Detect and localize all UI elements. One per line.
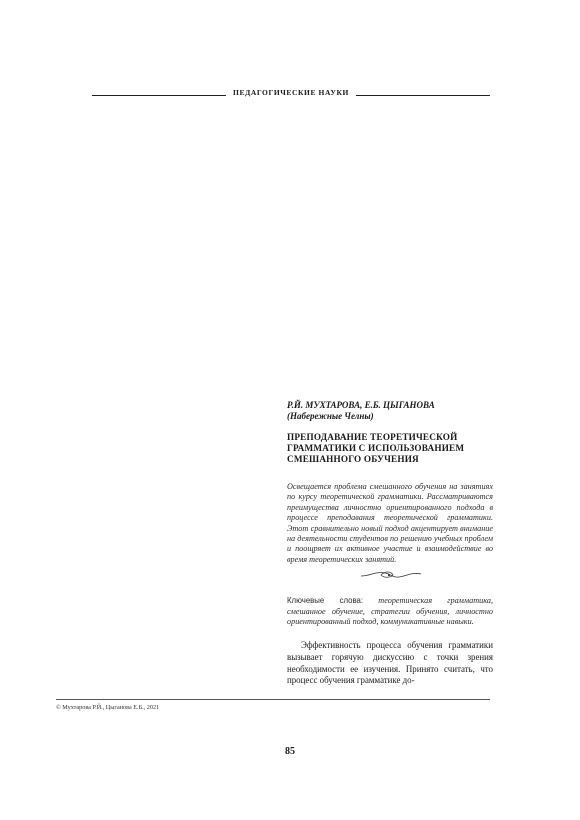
article-authors: Р.Й. МУХТАРОВА, Е.Б. ЦЫГАНОВА	[287, 400, 435, 410]
copyright-note: © Мухтарова Р.Й., Цыганова Е.Б., 2021	[56, 704, 160, 711]
section-title: ПЕДАГОГИЧЕСКИЕ НАУКИ	[233, 88, 349, 97]
header-rule-right	[356, 95, 490, 96]
keywords-text: теоретическая грамматика, смешанное обучение, стратегии обучения, личностно ориентированный подход, коммуникативные навыки.	[287, 596, 493, 627]
article-keywords	[287, 596, 493, 627]
article-body: Эффективность процесса обучения грамматики вызывает горячую дискуссию с точки зрения необходимости ее изучения. Принято считать, что процесс обучения грамматике до-	[287, 640, 493, 686]
article-block	[287, 400, 493, 687]
keywords-label: Ключевые слова:	[287, 596, 364, 606]
author-city: (Набережные Челны)	[287, 411, 374, 421]
page-number: 85	[285, 746, 295, 757]
ornament-divider-icon	[359, 569, 423, 581]
footnote-rule	[56, 699, 490, 700]
article-title: ПРЕПОДАВАНИЕ ТЕОРЕТИЧЕСКОЙ ГРАММАТИКИ С ИСПОЛЬЗОВАНИЕМ СМЕШАННОГО ОБУЧЕНИЯ	[287, 432, 465, 464]
running-header	[92, 88, 490, 102]
article-abstract: Освещается проблема смешанного обучения на занятиях по курсу теоретической грамматики. Рассматриваются преимущества личностно ориентированного подхода в процессе преподавания теоретической грамматики. Этот сравнительно новый подход акцентирует внимание на деятельности студентов по решению учебных проблем и поощряет их активное участие и взаимодействие во время теоретических занятий.	[287, 482, 493, 564]
